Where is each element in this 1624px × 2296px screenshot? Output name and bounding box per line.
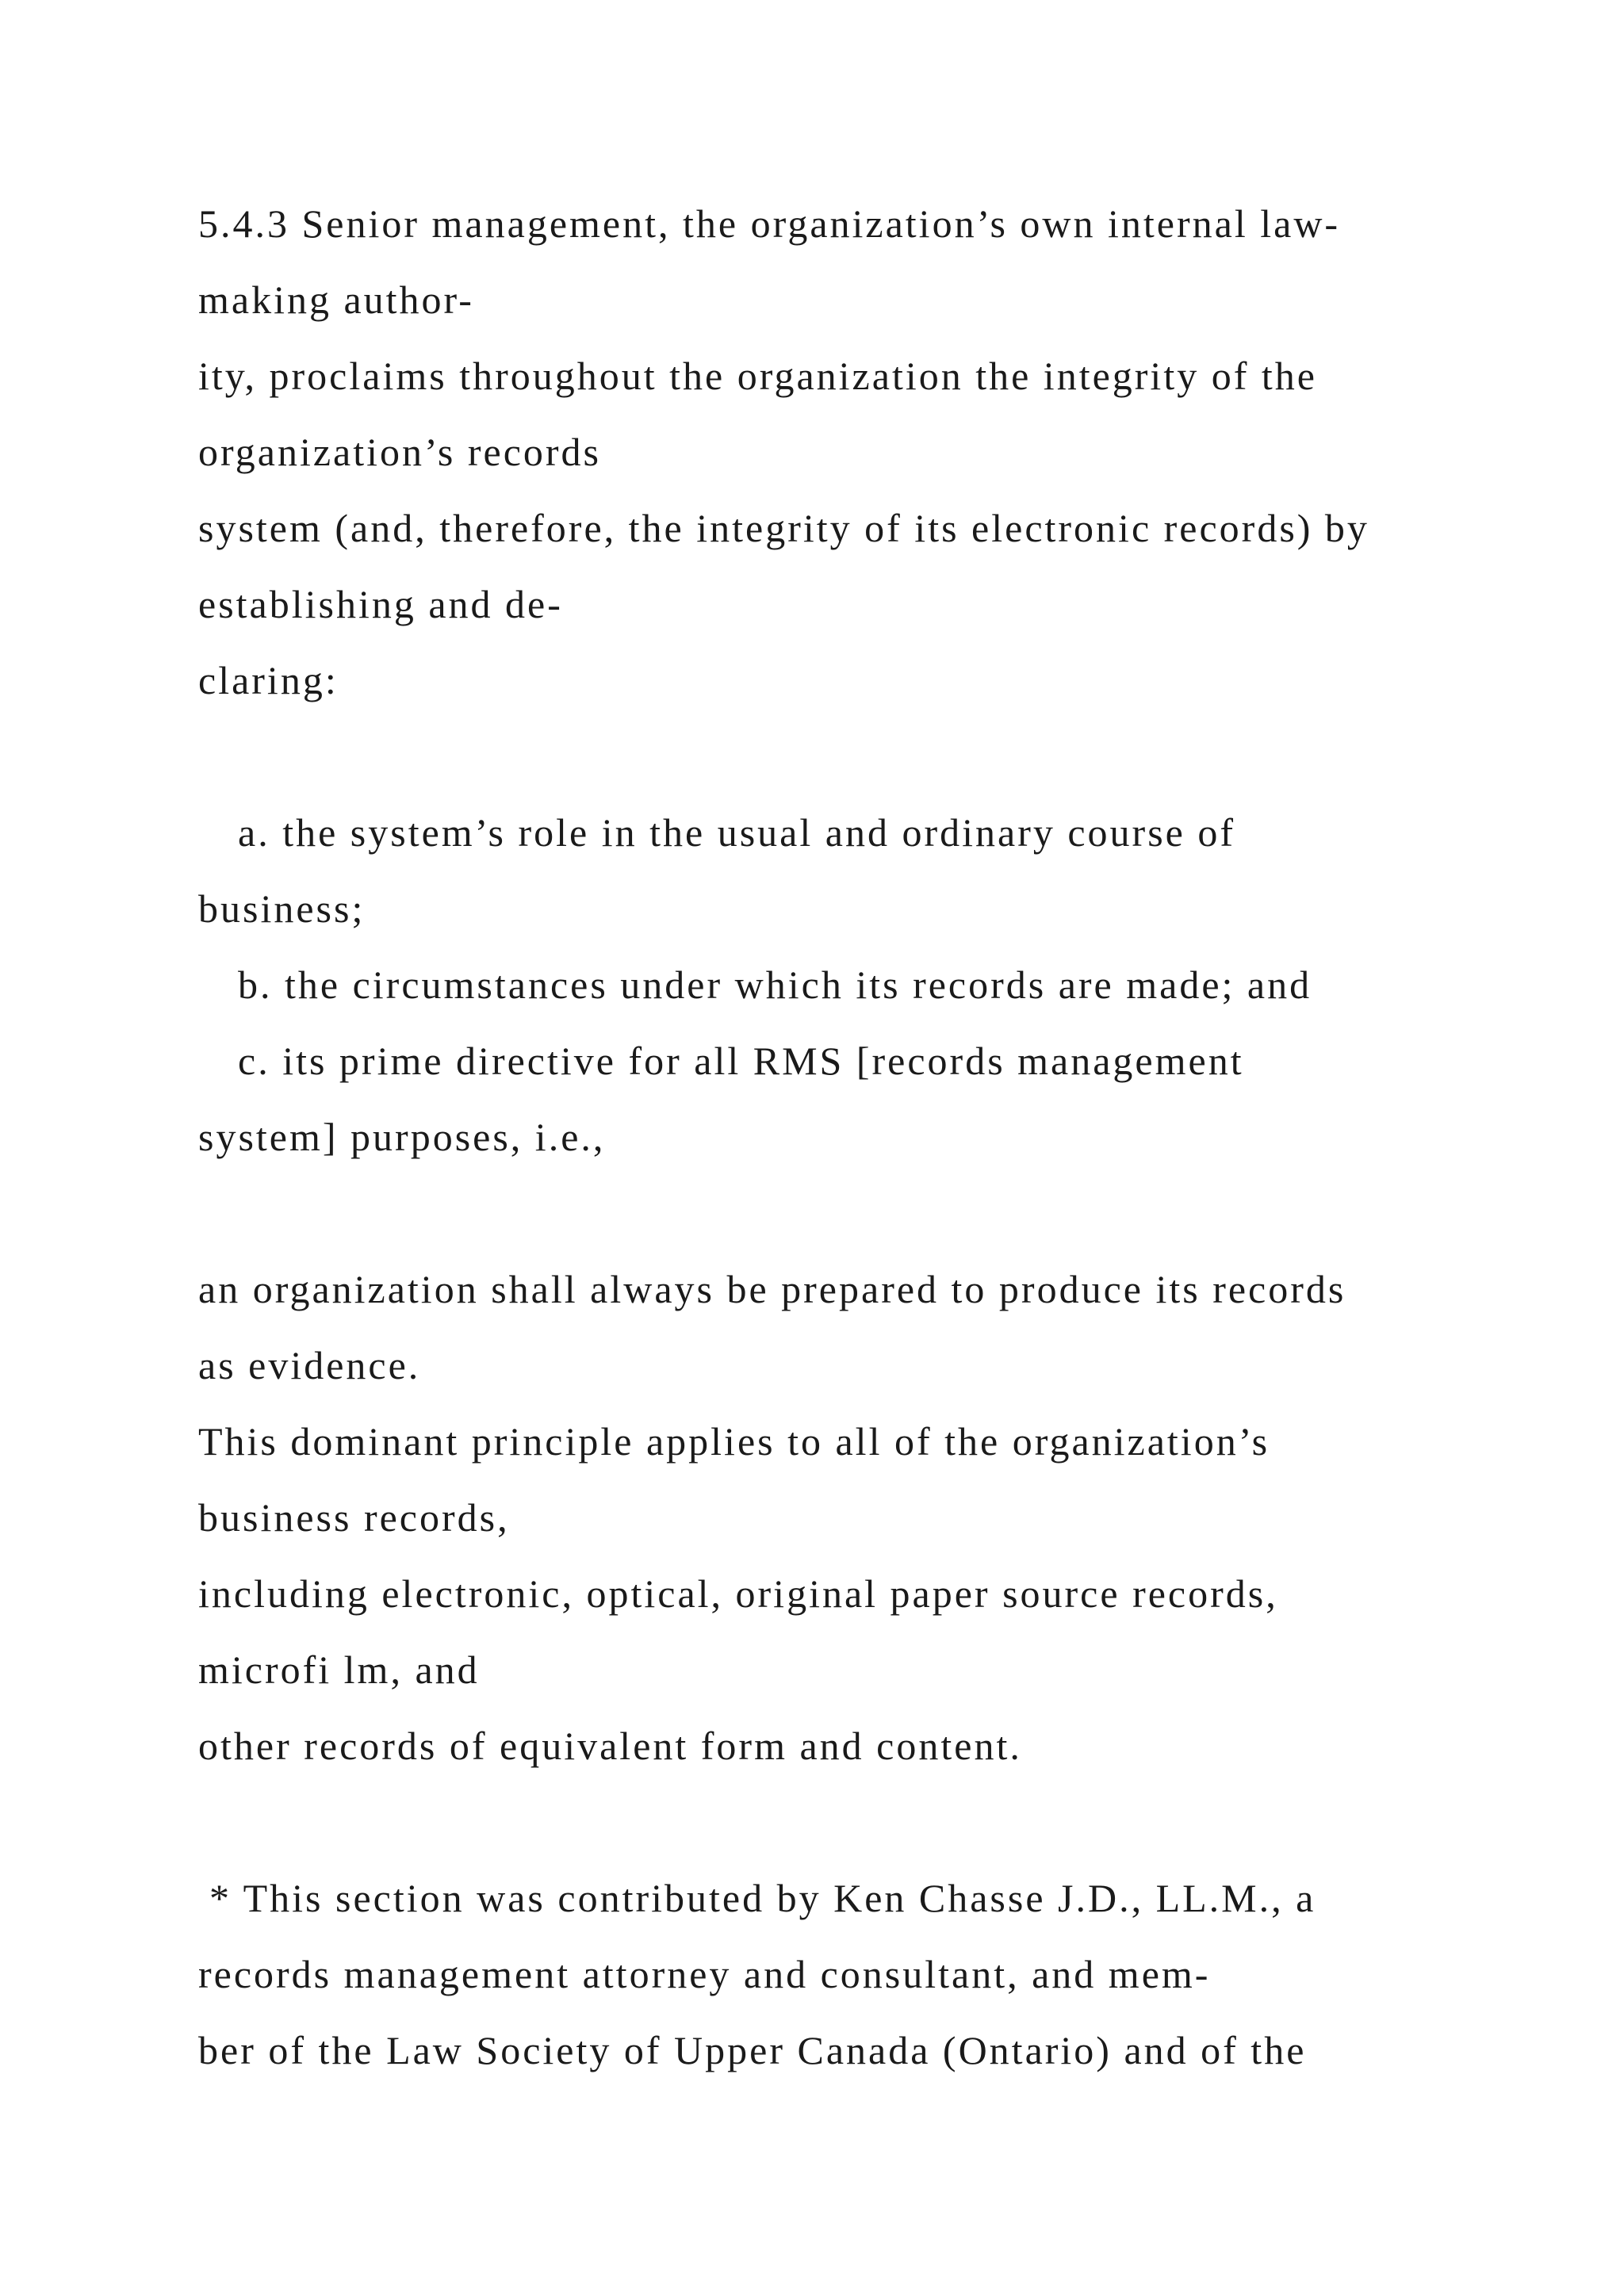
footnote-line: * This section was contributed by Ken Chasse J.D., LL.M., a (209, 1876, 1316, 1920)
footnote-line: ber of the Law Society of Upper Canada (Ontario) and of the (198, 2028, 1307, 2072)
principle-line: including electronic, optical, original paper source records, (198, 1571, 1278, 1616)
list-item-a: a. the system’s role in the usual and ordinary course of (238, 810, 1235, 855)
footnote-line: records management attorney and consultant, and mem- (198, 1952, 1211, 1996)
paragraph-line: ity, proclaims throughout the organization the integrity of the (198, 354, 1317, 398)
list-item-b: b. the circumstances under which its records are made; and (238, 962, 1312, 1007)
principle-line: other records of equivalent form and content. (198, 1724, 1022, 1768)
paragraph-line: establishing and de- (198, 582, 563, 626)
principle-line: This dominant principle applies to all of the organization’s (198, 1419, 1270, 1464)
principle-line: as evidence. (198, 1343, 421, 1387)
paragraph-line: making author- (198, 277, 474, 322)
paragraph-line: system (and, therefore, the integrity of its electronic records) by (198, 506, 1369, 550)
list-item-c: c. its prime directive for all RMS [records management (238, 1039, 1244, 1083)
paragraph-line: 5.4.3 Senior management, the organization’s own internal law- (198, 201, 1341, 246)
list-item-a-continuation: business; (198, 886, 366, 931)
paragraph-line: organization’s records (198, 430, 601, 474)
list-item-c-continuation: system] purposes, i.e., (198, 1115, 606, 1159)
principle-line: business records, (198, 1495, 510, 1540)
paragraph-line: claring: (198, 658, 339, 702)
principle-line: an organization shall always be prepared to produce its records (198, 1267, 1346, 1311)
principle-line: microfi lm, and (198, 1647, 480, 1692)
